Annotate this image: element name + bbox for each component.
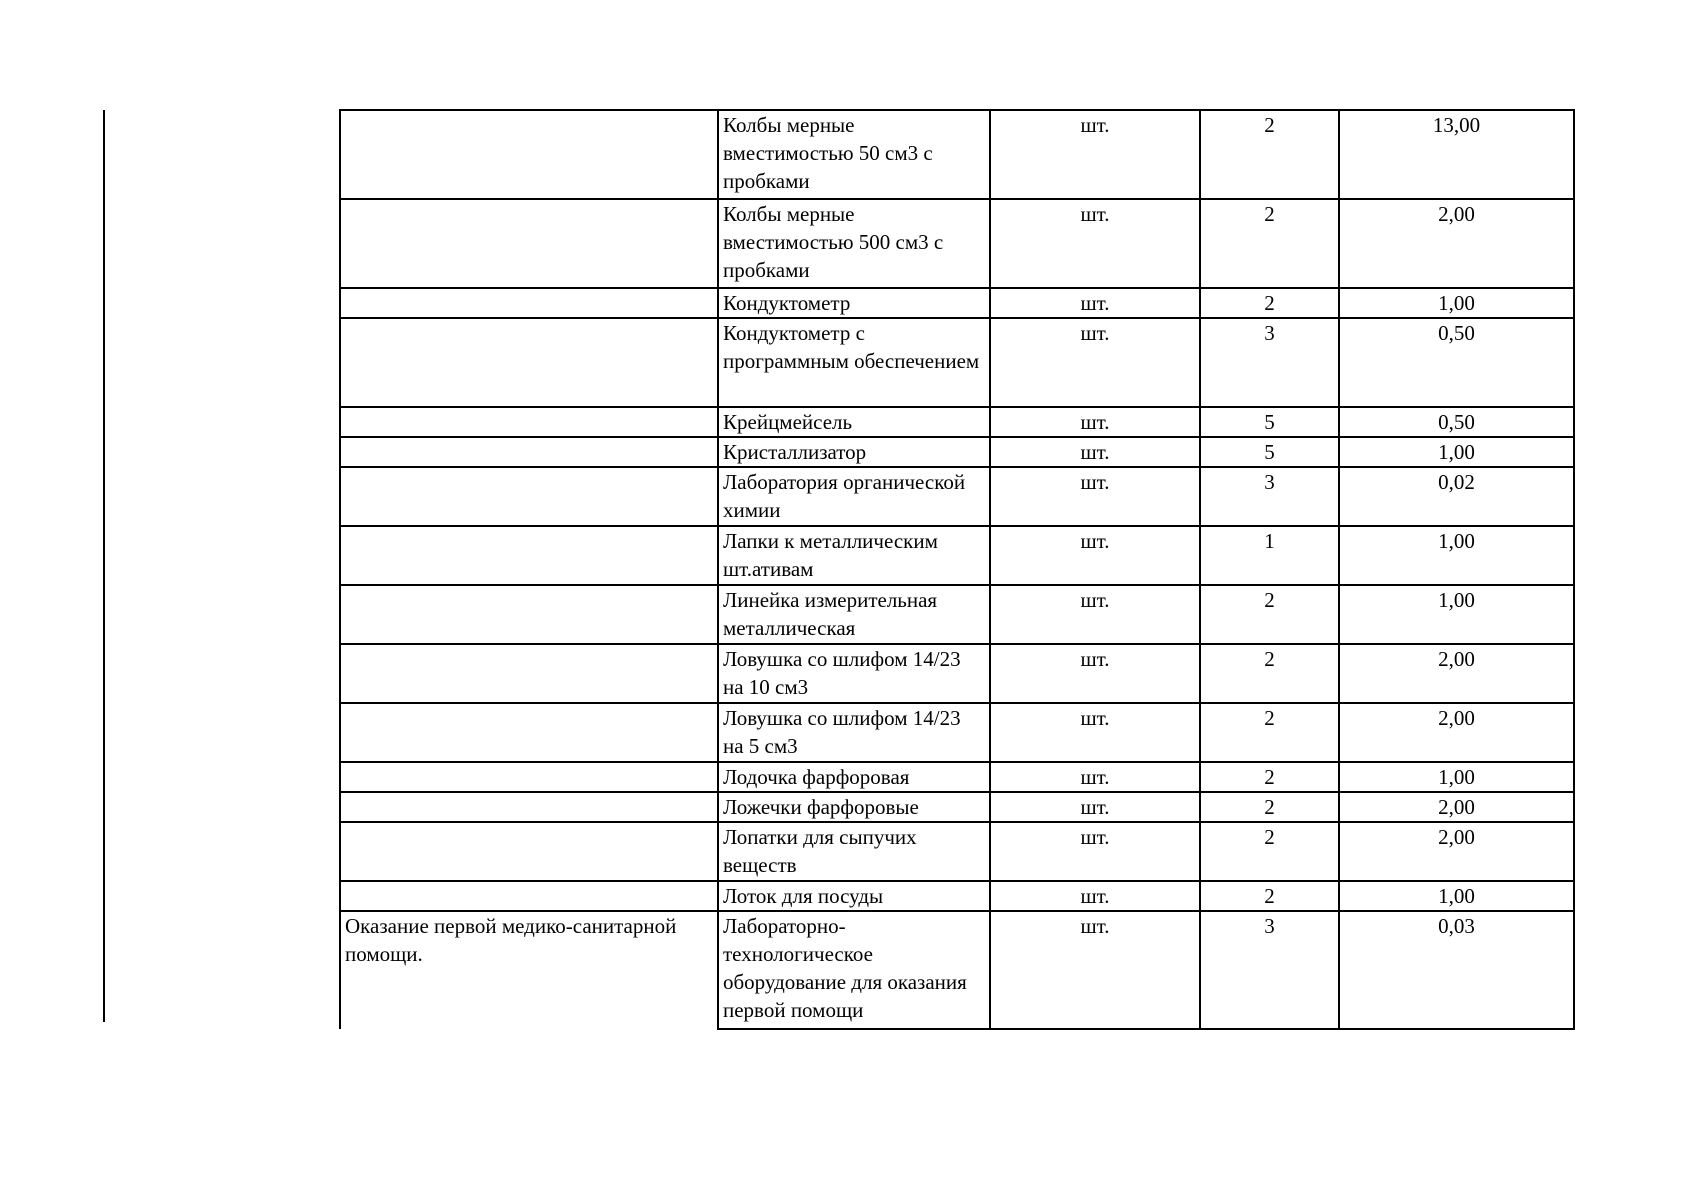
unit-cell: шт. [990,792,1200,822]
item-name-cell: Кондуктометр [718,288,990,318]
amount-cell: 1,00 [1339,288,1574,318]
table-row [340,199,1574,288]
table-row [340,762,1574,792]
table-row [340,526,1574,585]
table-row [340,318,1574,407]
amount-cell: 0,02 [1339,467,1574,526]
amount-cell: 1,00 [1339,585,1574,644]
equipment-table [339,109,1575,1030]
item-name-cell: Лопатки для сыпучих веществ [718,822,990,881]
item-name-cell: Колбы мерные вместимостью 500 см3 с пробками [718,199,990,288]
activity-cell [340,467,718,526]
item-name-cell: Лоток для посуды [718,881,990,911]
activity-cell: Оказание первой медико-санитарной помощи. [340,911,718,1029]
table-row [340,881,1574,911]
quantity-cell: 2 [1200,822,1339,881]
item-name-cell: Лапки к металлическим шт.ативам [718,526,990,585]
table-row [340,822,1574,881]
amount-cell: 2,00 [1339,822,1574,881]
quantity-cell: 1 [1200,526,1339,585]
quantity-cell: 3 [1200,911,1339,1029]
quantity-cell: 5 [1200,437,1339,467]
unit-cell: шт. [990,881,1200,911]
quantity-cell: 3 [1200,318,1339,407]
item-name-cell: Линейка измерительная металлическая [718,585,990,644]
unit-cell: шт. [990,318,1200,407]
activity-cell [340,288,718,318]
quantity-cell: 2 [1200,703,1339,762]
item-name-cell: Лодочка фарфоровая [718,762,990,792]
item-name-cell: Ловушка со шлифом 14/23 на 10 см3 [718,644,990,703]
amount-cell: 1,00 [1339,526,1574,585]
quantity-cell: 2 [1200,762,1339,792]
amount-cell: 0,50 [1339,407,1574,437]
item-name-cell: Ложечки фарфоровые [718,792,990,822]
item-name-cell: Кондуктометр с программным обеспечением [718,318,990,407]
unit-cell: шт. [990,644,1200,703]
amount-cell: 2,00 [1339,644,1574,703]
table-row [340,288,1574,318]
table-row [340,407,1574,437]
unit-cell: шт. [990,110,1200,199]
activity-cell [340,792,718,822]
activity-cell [340,437,718,467]
quantity-cell: 2 [1200,585,1339,644]
quantity-cell: 2 [1200,792,1339,822]
unit-cell: шт. [990,288,1200,318]
unit-cell: шт. [990,911,1200,1029]
activity-cell [340,822,718,881]
table-row [340,437,1574,467]
amount-cell: 2,00 [1339,199,1574,288]
quantity-cell: 5 [1200,407,1339,437]
table-row [340,585,1574,644]
quantity-cell: 2 [1200,199,1339,288]
unit-cell: шт. [990,437,1200,467]
activity-cell [340,585,718,644]
unit-cell: шт. [990,762,1200,792]
unit-cell: шт. [990,526,1200,585]
quantity-cell: 3 [1200,467,1339,526]
quantity-cell: 2 [1200,288,1339,318]
table-row [340,644,1574,703]
amount-cell: 13,00 [1339,110,1574,199]
table-row [340,110,1574,199]
quantity-cell: 2 [1200,881,1339,911]
item-name-cell: Крейцмейсель [718,407,990,437]
unit-cell: шт. [990,822,1200,881]
activity-cell [340,407,718,437]
activity-cell [340,881,718,911]
table-row [340,792,1574,822]
activity-cell [340,318,718,407]
unit-cell: шт. [990,467,1200,526]
table-row [340,703,1574,762]
amount-cell: 0,50 [1339,318,1574,407]
item-name-cell: Колбы мерные вместимостью 50 см3 с пробками [718,110,990,199]
amount-cell: 2,00 [1339,792,1574,822]
table-row [340,467,1574,526]
unit-cell: шт. [990,199,1200,288]
activity-cell [340,644,718,703]
item-name-cell: Лаборатория органической химии [718,467,990,526]
unit-cell: шт. [990,585,1200,644]
item-name-cell: Ловушка со шлифом 14/23 на 5 см3 [718,703,990,762]
unit-cell: шт. [990,703,1200,762]
page-left-border [103,110,105,1022]
table-row [340,911,1574,1029]
amount-cell: 1,00 [1339,881,1574,911]
quantity-cell: 2 [1200,110,1339,199]
activity-cell [340,199,718,288]
activity-cell [340,703,718,762]
item-name-cell: Лабораторно-технологическое оборудование для оказания первой помощи [718,911,990,1029]
activity-cell [340,526,718,585]
item-name-cell: Кристаллизатор [718,437,990,467]
amount-cell: 2,00 [1339,703,1574,762]
unit-cell: шт. [990,407,1200,437]
activity-cell [340,110,718,199]
amount-cell: 1,00 [1339,762,1574,792]
amount-cell: 0,03 [1339,911,1574,1029]
activity-cell [340,762,718,792]
amount-cell: 1,00 [1339,437,1574,467]
quantity-cell: 2 [1200,644,1339,703]
